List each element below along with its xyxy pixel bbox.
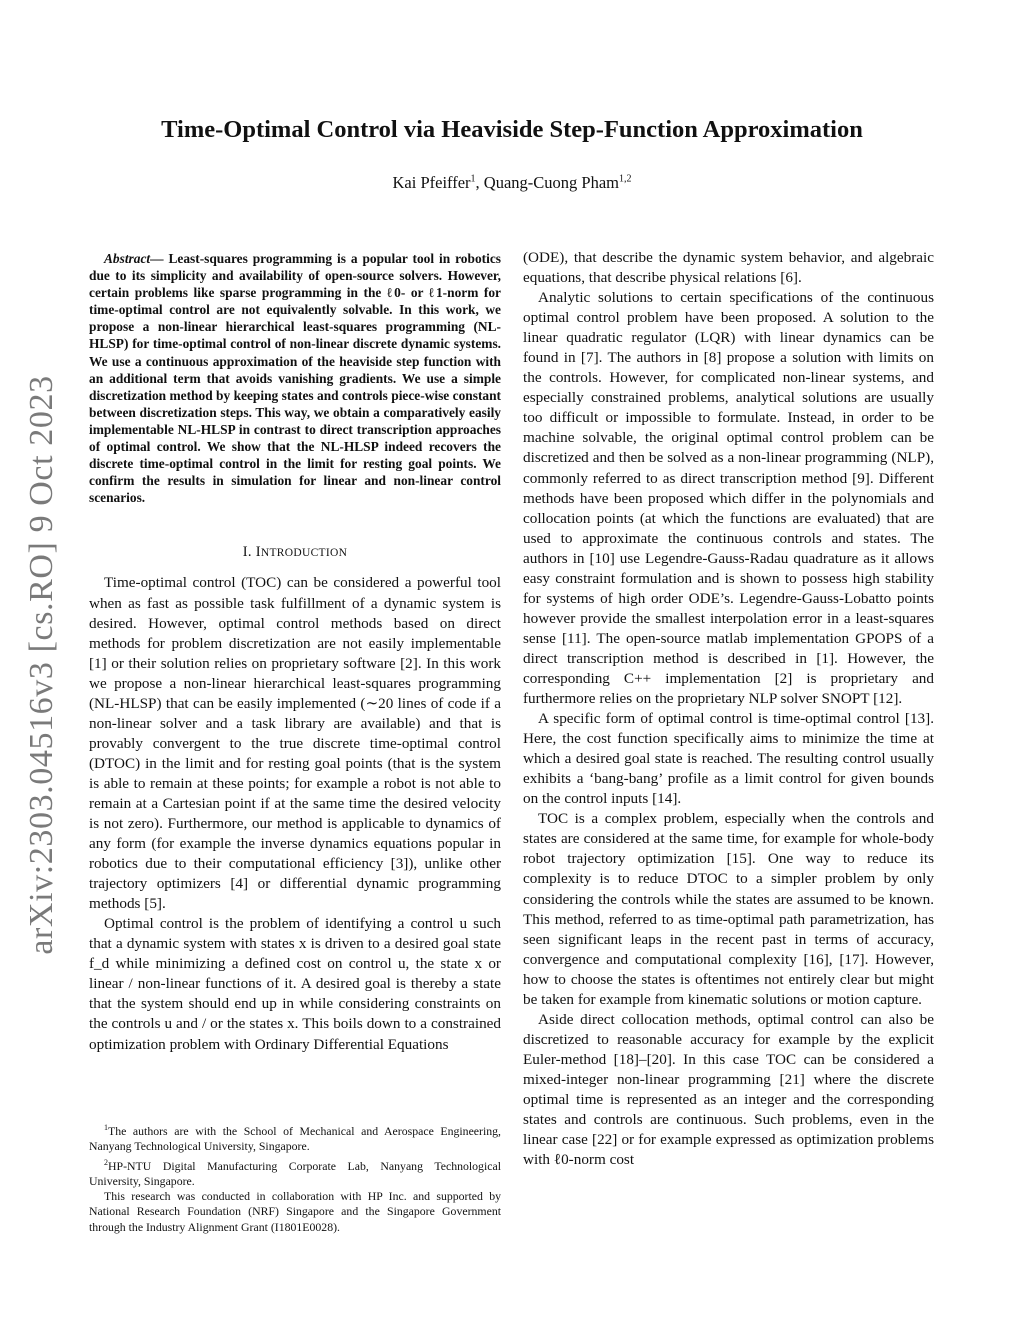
abstract-dash: — — [150, 251, 169, 266]
author-list — [100, 173, 924, 193]
right-column — [523, 248, 934, 1170]
body-paragraph: Time-optimal control (TOC) can be considered a powerful tool when as fast as possible task fulfillment of a dynamic system is desired. However, optimal control methods based on direct methods for problem discretization are not easily implementable [1] or their solution relies on proprietary software [2]. In this work we propose a non-linear hierarchical least-squares programming (NL-HLSP) that can be easily implemented (∼20 lines of code if a non-linear solver and a task library are available) and that is provably convergent to the true discrete time-optimal control (DTOC) in the limit and for resting goal points (that is the system is able to remain at these points; for example a robot is not able to remain at a Cartesian point if at the same time the desired velocity is not zero). Furthermore, our method is applicable to dynamics of any form (for example the inverse dynamics equations popular in robotics due to their computational efficiency [3]), unlike other trajectory optimizers [4] or differential dynamic programming methods [5]. — [89, 574, 501, 913]
author-name: Kai Pfeiffer — [392, 173, 471, 192]
paper-title: Time-Optimal Control via Heaviside Step-Function Approximation — [161, 116, 863, 143]
author-name: Quang-Cuong Pham — [483, 173, 619, 192]
section-title-rest: NTRODUCTION — [260, 547, 348, 560]
body-paragraph: A specific form of optimal control is time-optimal control [13]. Here, the cost function specifically aims to minimize the time at which a desired goal state is reached. The resulting control usually exhibits a ‘bang-bang’ profile as a limit control for given bounds on the control inputs [14]. — [523, 710, 934, 808]
footnote-text: This research was conducted in collaboration with HP Inc. and supported by National Research Foundation (NRF) Singapore and the Singapore Government through the Industry Alignment Grant (I1801E0028). — [89, 1189, 501, 1234]
section-title-initial: I — [255, 544, 261, 561]
footnote — [89, 1155, 501, 1190]
body-paragraph: Optimal control is the problem of identifying a control u such that a dynamic system with states x is driven to a desired goal state f_d while minimizing a defined cost on control u, the state x or linear / non-linear functions of it. A desired goal is thereby a state that the system should end up in while considering constraints on the controls u and / or the states x. This boils down to a constrained optimization problem with Ordinary Differential Equations — [89, 915, 501, 1053]
footnotes — [89, 1120, 501, 1235]
arxiv-identifier-text: arXiv:2303.04516v3 [cs.RO] 9 Oct 2023 — [23, 375, 60, 955]
body-paragraph: TOC is a complex problem, especially when the controls and states are considered at the same time, for example for whole-body robot trajectory optimization [15]. One way to reduce its complexity is to reduce DTOC to a simpler problem by only considering the controls while the states are assumed to be known. This method, referred to as time-optimal path parametrization, has seen significant leaps in the recent past in terms of accuracy, convergence and computational complexity [16], [17]. However, how to choose the states is oftentimes not entirely clear but might be taken for example from kinematic solutions or motion capture. — [523, 810, 934, 1008]
footnote-text: The authors are with the School of Mechanical and Aerospace Engineering, Nanyang Technological University, Singapore. — [89, 1123, 501, 1154]
section-heading-introduction — [89, 542, 501, 563]
abstract-label: Abstract — [104, 251, 151, 266]
author-affiliation-mark: 1 — [470, 173, 476, 185]
footnote — [89, 1189, 501, 1235]
footnote — [89, 1120, 501, 1155]
body-paragraph: (ODE), that describe the dynamic system behavior, and algebraic equations, that describe physical relations [6]. — [523, 249, 934, 287]
author-affiliation-mark: 1,2 — [619, 173, 632, 185]
author-separator: , — [475, 173, 484, 192]
arxiv-identifier-sidebar — [16, 365, 68, 965]
footnote-mark: 1 — [104, 1123, 108, 1132]
abstract-text: Least-squares programming is a popular tool in robotics due to its simplicity and availability of open-source solvers. However, certain problems like sparse programming in the ℓ0- or ℓ1-norm for time-optimal control are not equivalently solvable. In this work, we propose a non-linear hierarchical least-squares programming (NL-HLSP) for time-optimal control of non-linear discrete dynamic systems. We use a continuous approximation of the heaviside step function with an additional term that avoids vanishing gradients. We use a simple discretization method by keeping states and controls piece-wise constant between discretization steps. This way, we obtain a comparatively easily implementable NL-HLSP in contrast to direct transcription approaches of optimal control. We show that the NL-HLSP indeed recovers the discrete time-optimal control in the limit for resting goal points. We confirm the results in simulation for linear and non-linear control scenarios. — [89, 251, 501, 506]
section-numeral: I. — [242, 544, 256, 561]
footnote-text: HP-NTU Digital Manufacturing Corporate Lab, Nanyang Technological University, Singapore. — [89, 1158, 501, 1188]
abstract — [89, 250, 501, 506]
left-column — [89, 250, 501, 1055]
body-paragraph: Aside direct collocation methods, optimal control can also be discretized to reasonable accuracy for example by the explicit Euler-method [18]–[20]. In this case TOC can be considered a mixed-integer non-linear programming [21] where the discrete optimal time is represented as an integer and the corresponding states and controls are continuous. Such problems, even in the linear case [22] or for example expressed as optimization problems with ℓ0-norm cost — [523, 1010, 934, 1169]
footnote-mark: 2 — [104, 1157, 108, 1167]
body-paragraph: Analytic solutions to certain specifications of the continuous optimal control problem have been proposed. A solution to the linear quadratic regulator (LQR) with linear dynamics can be found in [7]. The authors in [8] propose a solution with limits on the controls. However, for complicated non-linear systems, and especially constrained problems, analytical solutions are usually too difficult or impossible to formulate. Instead, in order to be machine solvable, the original optimal control problem can be discretized and then be solved as a non-linear programming (NLP), commonly referred to as direct transcription method [9]. Different methods have been proposed which differ in the polynomials and collocation points (at which the functions are evaluated) that are used to approximate the continuous controls and states. The authors in [10] use Legendre-Gauss-Radau quadrature as it allows easy constraint formulation and is shown to possess high stability for systems of high order ODE’s. Legendre-Gauss-Lobatto points however provide the smallest interpolation error in a least-squares sense [11]. The open-source matlab implementation GPOPS of a direct transcription method is described in [1]. However, the corresponding C++ implementation [2] is proprietary and furthermore relies on the proprietary NLP solver SNOPT [12]. — [523, 289, 934, 708]
